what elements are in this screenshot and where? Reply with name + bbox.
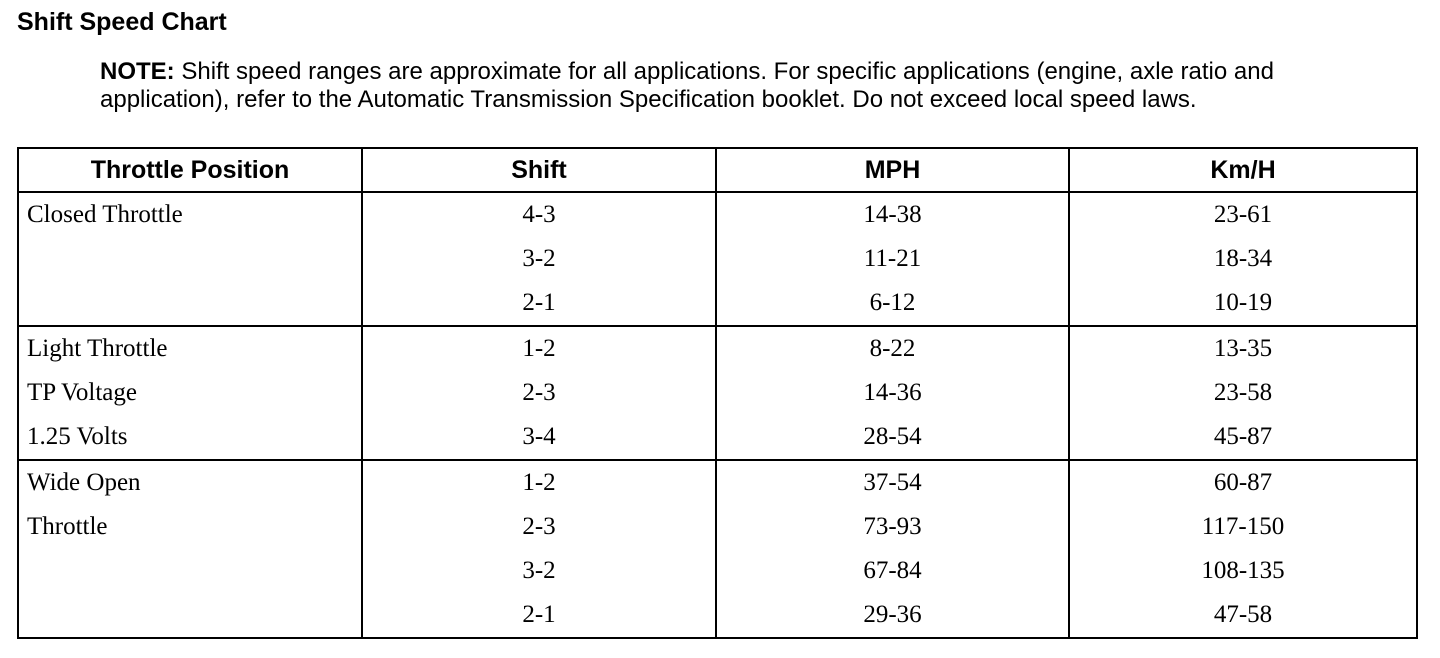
kmh-cell-text: 108-135 bbox=[1201, 557, 1285, 584]
page-title: Shift Speed Chart bbox=[17, 8, 227, 36]
shift-cell-text: 2-3 bbox=[522, 513, 556, 540]
throttle-position-cell bbox=[18, 505, 362, 549]
kmh-cell bbox=[1069, 505, 1417, 549]
kmh-cell-text: 47-58 bbox=[1213, 601, 1273, 628]
kmh-cell-text: 60-87 bbox=[1213, 469, 1273, 496]
header-kmh: Km/H bbox=[1069, 148, 1417, 192]
throttle-position-cell-text bbox=[19, 593, 361, 637]
throttle-position-cell bbox=[18, 237, 362, 281]
mph-cell-text: 28-54 bbox=[863, 423, 922, 450]
kmh-cell bbox=[1069, 549, 1417, 593]
mph-cell-text: 29-36 bbox=[863, 601, 922, 628]
mph-cell bbox=[716, 415, 1069, 460]
mph-cell bbox=[716, 237, 1069, 281]
mph-cell-text: 11-21 bbox=[863, 245, 922, 272]
shift-cell bbox=[362, 415, 716, 460]
mph-cell bbox=[716, 549, 1069, 593]
shift-cell-text: 3-2 bbox=[522, 245, 556, 272]
table-row bbox=[18, 192, 1417, 237]
mph-cell bbox=[716, 371, 1069, 415]
kmh-cell-text: 23-58 bbox=[1213, 379, 1273, 406]
mph-cell-text: 8-22 bbox=[869, 335, 916, 362]
throttle-position-cell-text: TP Voltage bbox=[27, 379, 137, 406]
throttle-position-cell-text: 1.25 Volts bbox=[27, 423, 128, 450]
shift-cell bbox=[362, 593, 716, 638]
note-label: NOTE: bbox=[100, 58, 175, 85]
throttle-position-cell-text: Throttle bbox=[27, 513, 108, 540]
throttle-position-cell-text bbox=[19, 281, 361, 325]
throttle-position-cell-text: Light Throttle bbox=[27, 335, 168, 362]
mph-cell-text: 6-12 bbox=[869, 289, 916, 316]
shift-cell bbox=[362, 326, 716, 371]
header-shift: Shift bbox=[362, 148, 716, 192]
throttle-position-cell bbox=[18, 192, 362, 237]
throttle-position-cell bbox=[18, 593, 362, 638]
header-throttle-position: Throttle Position bbox=[18, 148, 362, 192]
throttle-position-cell bbox=[18, 549, 362, 593]
throttle-position-cell-text bbox=[19, 237, 361, 281]
mph-cell bbox=[716, 192, 1069, 237]
kmh-cell bbox=[1069, 593, 1417, 638]
throttle-position-cell bbox=[18, 371, 362, 415]
table-row bbox=[18, 326, 1417, 371]
shift-speed-table bbox=[17, 147, 1418, 639]
kmh-cell-text: 10-19 bbox=[1213, 289, 1273, 316]
shift-cell-text: 2-1 bbox=[522, 601, 556, 628]
shift-cell bbox=[362, 281, 716, 326]
kmh-cell bbox=[1069, 281, 1417, 326]
shift-cell-text: 2-3 bbox=[522, 379, 556, 406]
table-row bbox=[18, 371, 1417, 415]
mph-cell bbox=[716, 593, 1069, 638]
table-row bbox=[18, 281, 1417, 326]
kmh-cell-text: 45-87 bbox=[1213, 423, 1273, 450]
table-row bbox=[18, 505, 1417, 549]
throttle-position-cell bbox=[18, 415, 362, 460]
throttle-position-cell bbox=[18, 326, 362, 371]
table-row bbox=[18, 593, 1417, 638]
mph-cell bbox=[716, 460, 1069, 505]
table-row bbox=[18, 237, 1417, 281]
kmh-cell bbox=[1069, 326, 1417, 371]
mph-cell-text: 14-38 bbox=[863, 201, 922, 228]
throttle-position-cell-text: Wide Open bbox=[27, 469, 141, 496]
mph-cell-text: 14-36 bbox=[863, 379, 922, 406]
throttle-position-cell-text bbox=[19, 549, 361, 593]
kmh-cell bbox=[1069, 237, 1417, 281]
throttle-position-cell bbox=[18, 281, 362, 326]
shift-cell bbox=[362, 192, 716, 237]
mph-cell bbox=[716, 326, 1069, 371]
shift-cell-text: 3-2 bbox=[522, 557, 556, 584]
shift-cell bbox=[362, 460, 716, 505]
shift-cell-text: 4-3 bbox=[522, 201, 556, 228]
kmh-cell-text: 13-35 bbox=[1213, 335, 1273, 362]
kmh-cell bbox=[1069, 192, 1417, 237]
throttle-position-cell-text: Closed Throttle bbox=[27, 201, 183, 228]
mph-cell-text: 73-93 bbox=[863, 513, 922, 540]
note-text: Shift speed ranges are approximate for all applications. For specific applications (engine, axle ratio and application), refer to the Automatic Transmission Specification booklet. Do not exceed local speed laws. bbox=[100, 58, 1274, 113]
table-header-row bbox=[18, 148, 1417, 192]
kmh-cell bbox=[1069, 460, 1417, 505]
shift-cell bbox=[362, 237, 716, 281]
shift-cell bbox=[362, 371, 716, 415]
kmh-cell bbox=[1069, 371, 1417, 415]
table-row bbox=[18, 549, 1417, 593]
throttle-position-cell bbox=[18, 460, 362, 505]
kmh-cell-text: 117-150 bbox=[1201, 513, 1285, 540]
table-row bbox=[18, 415, 1417, 460]
mph-cell bbox=[716, 505, 1069, 549]
kmh-cell-text: 23-61 bbox=[1213, 201, 1273, 228]
kmh-cell-text: 18-34 bbox=[1213, 245, 1273, 272]
table-body bbox=[18, 192, 1417, 638]
shift-cell bbox=[362, 505, 716, 549]
note-paragraph bbox=[100, 58, 1340, 114]
shift-cell-text: 1-2 bbox=[522, 469, 556, 496]
kmh-cell bbox=[1069, 415, 1417, 460]
shift-cell-text: 2-1 bbox=[522, 289, 556, 316]
mph-cell bbox=[716, 281, 1069, 326]
mph-cell-text: 67-84 bbox=[863, 557, 922, 584]
shift-cell-text: 1-2 bbox=[522, 335, 556, 362]
shift-cell bbox=[362, 549, 716, 593]
table-row bbox=[18, 460, 1417, 505]
header-mph: MPH bbox=[716, 148, 1069, 192]
shift-cell-text: 3-4 bbox=[522, 423, 556, 450]
mph-cell-text: 37-54 bbox=[863, 469, 922, 496]
